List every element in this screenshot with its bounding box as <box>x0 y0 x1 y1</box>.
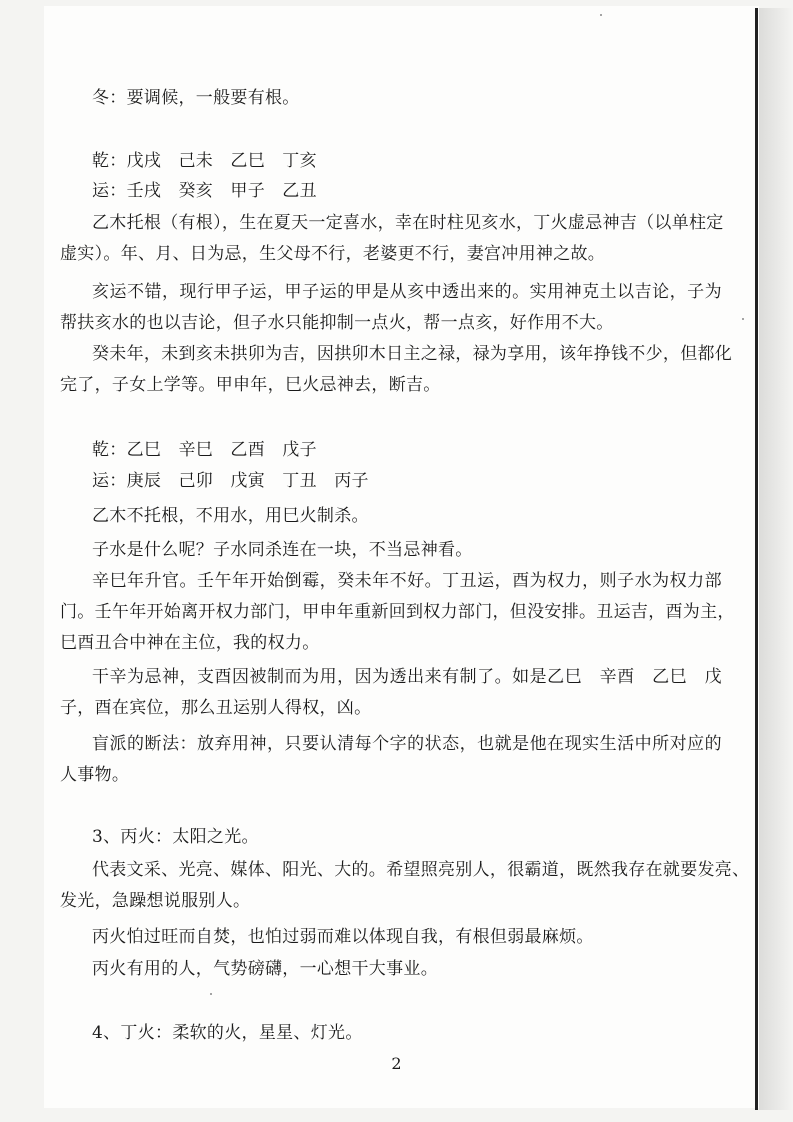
text-line: 人事物。 <box>60 765 130 785</box>
text-line: 丙火怕过旺而自焚，也怕过弱而难以体现自我，有根但弱最麻烦。 <box>92 927 594 947</box>
text-line: 运：壬戌 癸亥 甲子 乙丑 <box>92 181 317 201</box>
text-line: 乾：乙巳 辛巳 乙酉 戊子 <box>92 440 317 460</box>
text-line: 乙木托根（有根），生在夏天一定喜水，幸在时柱见亥水，丁火虚忌神吉（以单柱定 <box>92 213 724 233</box>
page-number: 2 <box>391 1054 402 1073</box>
text-line: 发光，急躁想说服别人。 <box>60 891 251 911</box>
text-line: 代表文采、光亮、媒体、阳光、大的。希望照亮别人，很霸道，既然我存在就要发亮、 <box>92 860 750 880</box>
text-line: 丙火有用的人，气势磅礴，一心想干大事业。 <box>92 959 438 979</box>
scan-speck <box>210 993 212 995</box>
text-line: 癸未年，未到亥未拱卯为吉，因拱卯木日主之禄，禄为享用，该年挣钱不少，但都化 <box>92 344 733 364</box>
text-line: 乾：戊戌 己未 乙巳 丁亥 <box>92 151 317 171</box>
text-line: 门。壬午年开始离开权力部门，甲申年重新回到权力部门，但没安排。丑运吉，酉为主， <box>60 602 735 622</box>
text-line: 帮扶亥水的也以吉论，但子水只能抑制一点火，帮一点亥，好作用不大。 <box>60 313 614 333</box>
text-line: 辛巳年升官。壬午年开始倒霉，癸未年不好。丁丑运，酉为权力，则子水为权力部 <box>92 571 722 591</box>
text-line: 完了，子女上学等。甲申年，巳火忌神去，断吉。 <box>60 375 441 395</box>
scan-speck <box>742 318 744 320</box>
text-line: 子水是什么呢？子水同杀连在一块，不当忌神看。 <box>92 540 473 560</box>
text-line: 乙木不托根，不用水，用巳火制杀。 <box>92 506 369 526</box>
binding-edge <box>755 8 758 1110</box>
text-line: 盲派的断法：放弃用神，只要认清每个字的状态，也就是他在现实生活中所对应的 <box>92 734 722 754</box>
text-line: 虚实）。年、月、日为忌，生父母不行，老婆更不行，妻宫冲用神之故。 <box>60 244 606 264</box>
text-line: 冬：要调候，一般要有根。 <box>92 88 300 108</box>
text-line: 干辛为忌神，支酉因被制而为用，因为透出来有制了。如是乙巳 辛酉 乙巳 戊 <box>92 667 722 687</box>
text-line: 子，酉在宾位，那么丑运别人得权，凶。 <box>60 698 372 718</box>
section-heading: 4、丁火：柔软的火，星星、灯光。 <box>92 1023 363 1043</box>
binding-shadow <box>759 8 793 1110</box>
text-line: 亥运不错，现行甲子运，甲子运的甲是从亥中透出来的。实用神克土以吉论，子为 <box>92 282 722 302</box>
text-line: 运：庚辰 己卯 戊寅 丁丑 丙子 <box>92 471 369 491</box>
scan-speck <box>600 14 602 16</box>
section-heading: 3、丙火：太阳之光。 <box>92 827 259 847</box>
text-line: 巳酉丑合中神在主位，我的权力。 <box>60 633 320 653</box>
